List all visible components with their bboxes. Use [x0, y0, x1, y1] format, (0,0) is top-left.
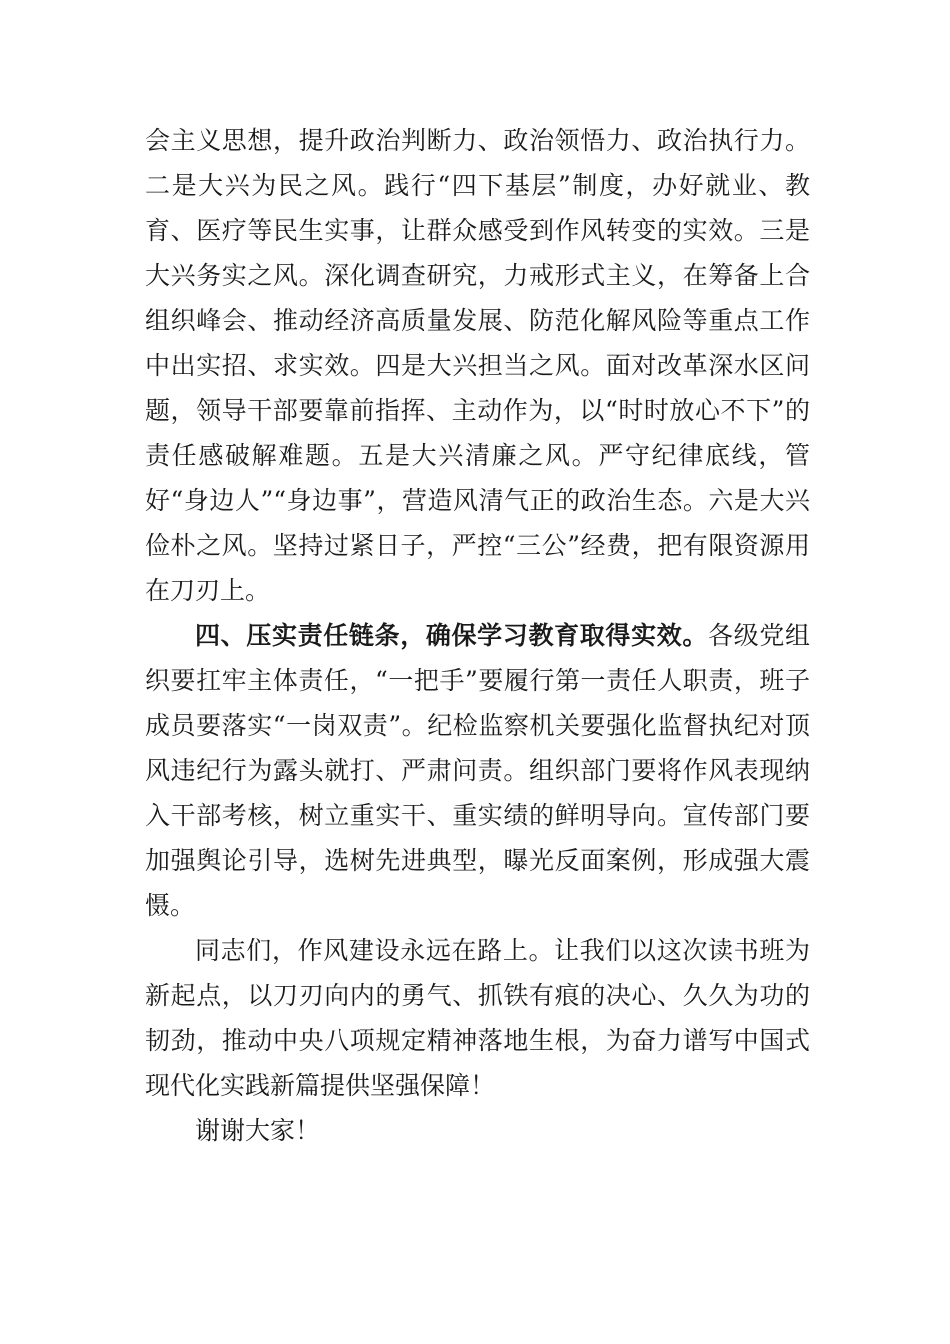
paragraph-text: 各级党组织要扛牢主体责任，“一把手”要履行第一责任人职责，班子成员要落实“一岗双责”。纪检监察机关要强化监督执纪对顶风违纪行为露头就打、严肃问责。组织部门要将作风表现纳入干部考核，树立重实干、重实绩的鲜明导向。宣传部门要加强舆论引导，选树先进典型，曝光反面案例，形成强大震慑。 [145, 621, 810, 920]
paragraph-section-four [145, 613, 810, 928]
paragraph-closing [145, 928, 810, 1108]
section-heading: 四、压实责任链条，确保学习教育取得实效。 [195, 621, 709, 650]
document-body [145, 118, 810, 1153]
paragraph-text: 会主义思想，提升政治判断力、政治领悟力、政治执行力。二是大兴为民之风。践行“四下基层”制度，办好就业、教育、医疗等民生实事，让群众感受到作风转变的实效。三是大兴务实之风。深化调查研究，力戒形式主义，在筹备上合组织峰会、推动经济高质量发展、防范化解风险等重点工作中出实招、求实效。四是大兴担当之风。面对改革深水区问题，领导干部要靠前指挥、主动作为，以“时时放心不下”的责任感破解难题。五是大兴清廉之风。严守纪律底线，管好“身边人”“身边事”，营造风清气正的政治生态。六是大兴俭朴之风。坚持过紧日子，严控“三公”经费，把有限资源用在刀刃上。 [145, 126, 810, 605]
paragraph-continued [145, 118, 810, 613]
paragraph-text: 谢谢大家！ [195, 1116, 321, 1145]
paragraph-thanks [145, 1108, 810, 1153]
paragraph-text: 同志们，作风建设永远在路上。让我们以这次读书班为新起点，以刀刃向内的勇气、抓铁有痕的决心、久久为功的韧劲，推动中央八项规定精神落地生根，为奋力谱写中国式现代化实践新篇提供坚强保障！ [145, 936, 810, 1100]
